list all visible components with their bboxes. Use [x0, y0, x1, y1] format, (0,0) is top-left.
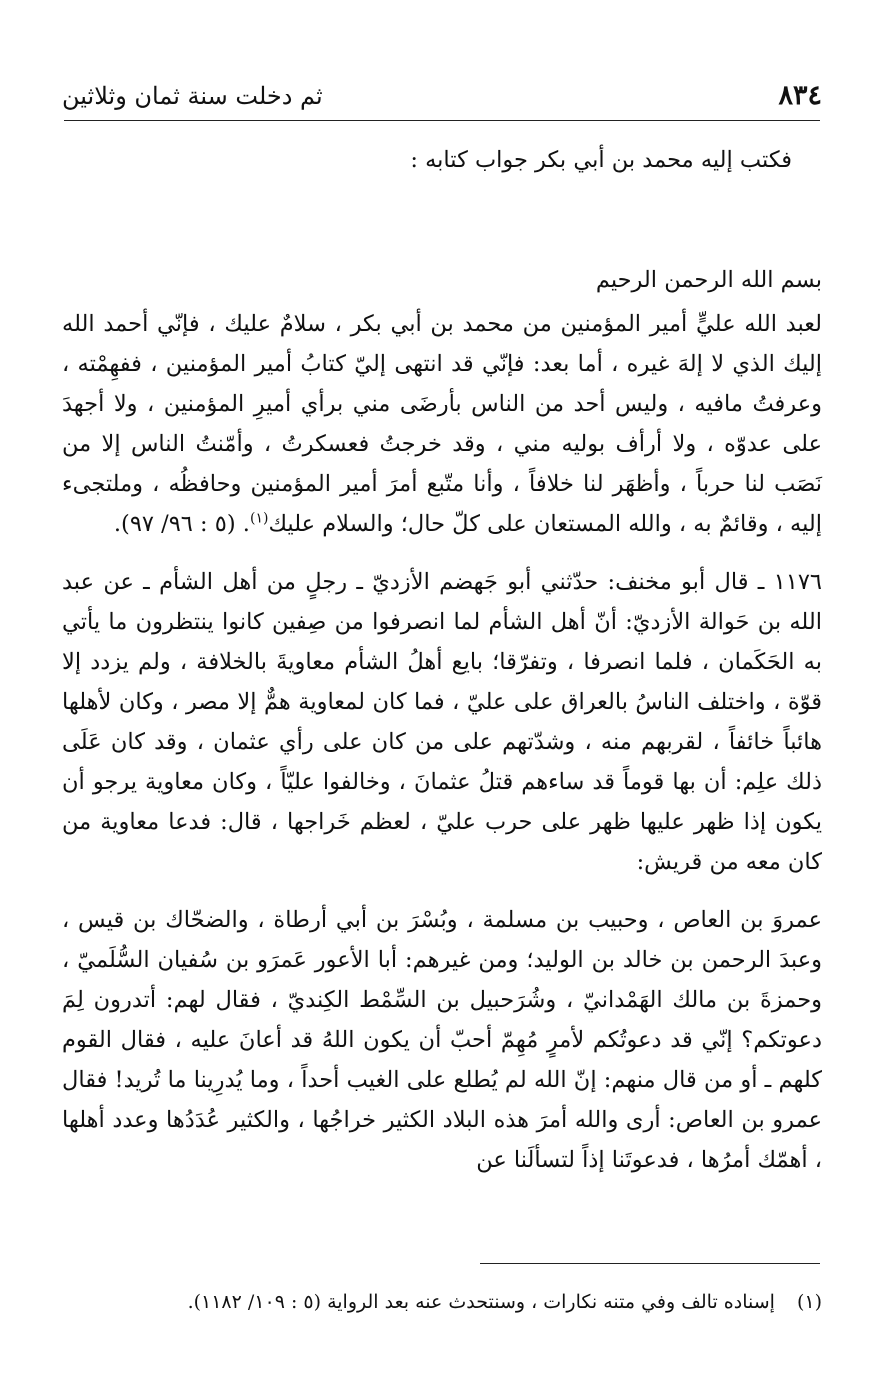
intro-line: فكتب إليه محمد بن أبي بكر جواب كتابه : [410, 147, 792, 173]
footnote-number: (١) [796, 1291, 822, 1313]
running-title: ثم دخلت سنة ثمان وثلاثين [62, 82, 323, 110]
names-paragraph: عمروَ بن العاص ، وحبيب بن مسلمة ، وبُسْرَ بن أبي أرطاة ، والضحّاك بن قيس ، وعبدَ الرحمن بن خالد بن الوليد؛ ومن غيرهم: أبا الأعور عَمرَو بن سُفيان السُّلَميّ ، وحمزةَ بن مالك الهَمْدانيّ ، وشُرَحبيل بن السِّمْط الكِنديّ ، فقال لهم: أتدرون لِمَ دعوتكم؟ إنّي قد دعوتُكم لأمرٍ مُهِمّ أحبّ أن يكون اللهُ قد أعانَ عليه ، فقال القوم كلهم ـ أو من قال منهم: إنّ الله لم يُطلع على الغيب أحداً ، وما يُدرِينا ما تُريد! فقال عمرو بن العاص: أرى والله أمرَ هذه البلاد الكثير خراجُها ، والكثير عُدَدُها وعدد أهلها ، أهمّك أمرُها ، فدعوتَنا إذاً لتسألَنا عن [62, 907, 822, 1173]
basmala: بسم الله الرحمن الرحيم [595, 267, 822, 293]
header-divider [64, 120, 820, 121]
footnote-item [62, 1287, 822, 1317]
page-number: ٨٣٤ [778, 80, 822, 111]
letter-citation: . (٥ : ٩٦/ ٩٧). [113, 511, 250, 537]
footnote-text: إسناده تالف وفي متنه نكارات ، وسنتحدث عنه بعد الرواية (٥ : ١٠٩/ ١١٨٢). [187, 1291, 775, 1313]
letter-text: لعبد الله عليٍّ أمير المؤمنين من محمد بن أبي بكر ، سلامٌ عليك ، فإنّي أحمد الله إليك الذي لا إلهَ غيره ، أما بعد: فإنّي قد انتهى إليّ كتابُ أمير المؤمنين ، ففهِمْته ، وعرفتُ مافيه ، وليس أحد من الناس بأرضَى مني برأي أميرِ المؤمنين ، ولا أجهدَ على عدوّه ، ولا أرأف بوليه مني ، وقد خرجتُ فعسكرتُ ، وأمّنتُ الناس إلا من نَصَب لنا حرباً ، وأظهَر لنا خلافاً ، وأنا متّبع أمرَ أمير المؤمنين وحافظُه ، وملتجىء إليه ، وقائمٌ به ، والله المستعان على كلّ حال؛ والسلام عليك [62, 311, 822, 537]
footnotes [62, 1287, 822, 1317]
main-text [62, 140, 822, 1180]
narration-1176: ١١٧٦ ـ قال أبو مخنف: حدّثني أبو جَهضم الأزديّ ـ رجلٍ من أهل الشأم ـ عن عبد الله بن حَوالة الأزديّ: أنّ أهل الشأم لما انصرفوا من صِفين كانوا ينتظرون ما يأتي به الحَكَمان ، فلما انصرفا ، وتفرّقا؛ بايع أهلُ الشأم معاويةَ بالخلافة ، ولم يزدد إلا قوّة ، واختلف الناسُ بالعراق على عليّ ، فما كان لمعاوية همٌّ إلا مصر ، وكان لأهلها هائباً خائفاً ، لقربهم منه ، وشدّتهم على من كان على رأي عثمان ، وقد كان عَلَى ذلك علِم: أن بها قوماً قد ساءهم قتلُ عثمانَ ، وخالفوا عليّاً ، وكان معاوية يرجو أن يكون إذا ظهر عليها ظهر على حرب عليّ ، لعظم خَراجها ، قال: فدعا معاوية من كان معه من قريش: [62, 569, 822, 875]
book-page [62, 0, 822, 1392]
page-header [62, 78, 822, 118]
footnote-divider [480, 1263, 820, 1264]
footnote-marker: (١) [249, 510, 269, 527]
letter-paragraph [62, 304, 822, 544]
